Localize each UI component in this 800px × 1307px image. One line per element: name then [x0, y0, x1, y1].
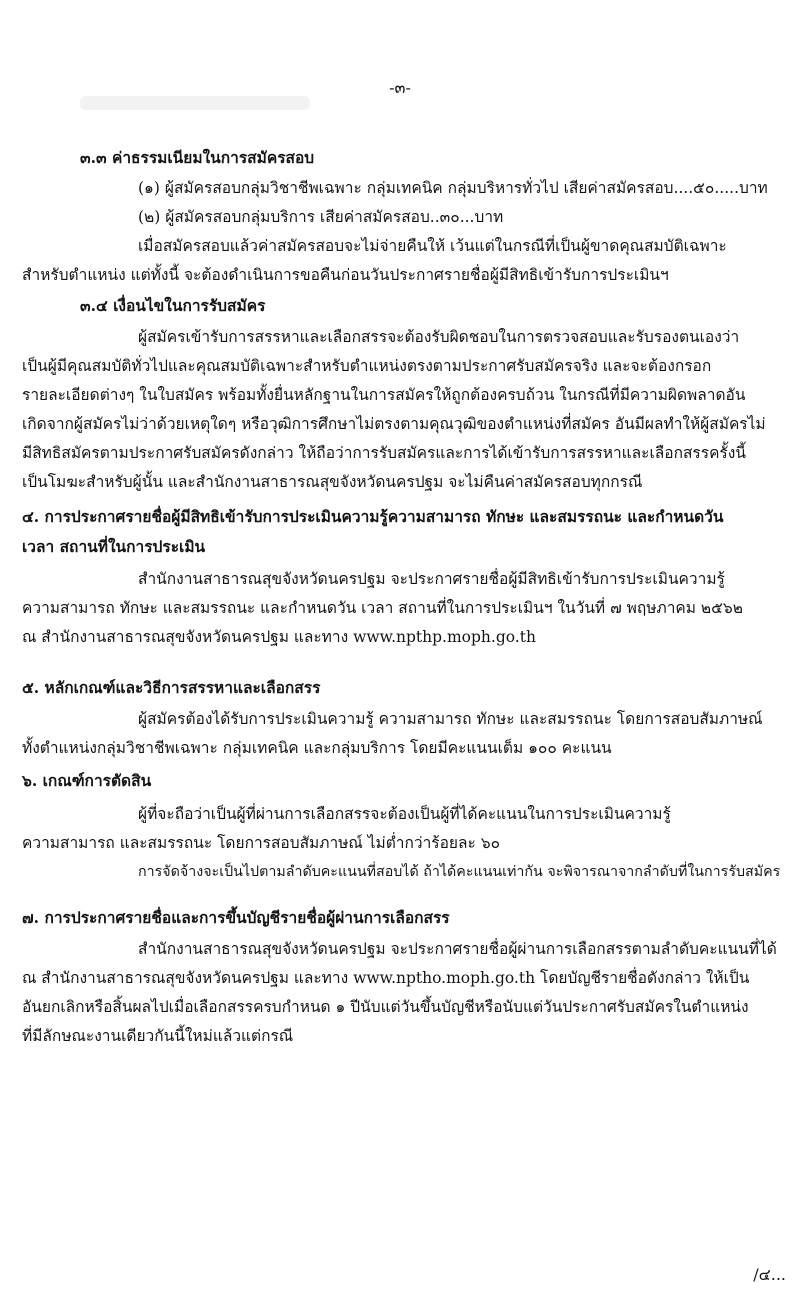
paragraph-line: ณ สำนักงานสาธารณสุขจังหวัดนครปฐม และทาง www.npthp.moph.go.th — [22, 628, 536, 646]
paragraph-line: เป็นโมฆะสำหรับผู้นั้น และสำนักงานสาธารณสุขจังหวัดนครปฐม จะไม่คืนค่าสมัครสอบทุกกรณี — [22, 473, 643, 491]
paragraph-line: ความสามารถ ทักษะ และสมรรถนะ และกำหนดวัน เวลา สถานที่ในการประเมินฯ ในวันที่ ๗ พฤษภาคม ๒๕๖๒ — [22, 599, 743, 617]
paragraph-line: สำหรับตำแหน่ง แต่ทั้งนี้ จะต้องดำเนินการขอคืนก่อนวันประกาศรายชื่อผู้มีสิทธิเข้ารับการประเมินฯ — [22, 266, 669, 284]
paragraph-line: มีสิทธิสมัครตามประกาศรับสมัครดังกล่าว ให้ถือว่าการรับสมัครและการได้เข้ารับการสรรหาและเลือกสรรครั้งนี้ — [22, 444, 746, 462]
section-3-3-heading: ๓.๓ ค่าธรรมเนียมในการสมัครสอบ — [80, 148, 315, 167]
paragraph-line: สำนักงานสาธารณสุขจังหวัดนครปฐม จะประกาศรายชื่อผู้มีสิทธิเข้ารับการประเมินความรู้ — [138, 570, 725, 588]
paragraph-line: สำนักงานสาธารณสุขจังหวัดนครปฐม จะประกาศรายชื่อผู้ผ่านการเลือกสรรตามลำดับคะแนนที่ได้ — [138, 940, 777, 958]
fee-item-2: (๒) ผู้สมัครสอบกลุ่มบริการ เสียค่าสมัครสอบ..๓๐...บาท — [138, 208, 504, 226]
paragraph-line: อันยกเลิกหรือสิ้นผลไปเมื่อเลือกสรรครบกำหนด ๑ ปีนับแต่วันขึ้นบัญชีหรือนับแต่วันประกาศรับสมัครในตำแหน่ง — [22, 998, 749, 1016]
paragraph-line: เมื่อสมัครสอบแล้วค่าสมัครสอบจะไม่จ่ายคืนให้ เว้นแต่ในกรณีที่เป็นผู้ขาดคุณสมบัติเฉพาะ — [138, 237, 727, 255]
fee-item-1: (๑) ผู้สมัครสอบกลุ่มวิชาชีพเฉพาะ กลุ่มเทคนิค กลุ่มบริหารทั่วไป เสียค่าสมัครสอบ....๕๐.....บาท — [138, 179, 768, 197]
paragraph-line: ผู้สมัครเข้ารับการสรรหาและเลือกสรรจะต้องรับผิดชอบในการตรวจสอบและรับรองตนเองว่า — [138, 328, 740, 346]
paragraph-line: เป็นผู้มีคุณสมบัติทั่วไปและคุณสมบัติเฉพาะสำหรับตำแหน่งตรงตามประกาศรับสมัครจริง และจะต้องกรอก — [22, 357, 712, 375]
section-5-heading: ๕. หลักเกณฑ์และวิธีการสรรหาและเลือกสรร — [22, 678, 321, 697]
section-6-heading: ๖. เกณฑ์การตัดสิน — [22, 771, 152, 790]
paragraph-line: เกิดจากผู้สมัครไม่ว่าด้วยเหตุใดๆ หรือวุฒิการศึกษาไม่ตรงตามคุณวุฒิของตำแหน่งที่สมัคร อันมีผลทำให้ผู้สมัครไม่ — [22, 415, 766, 433]
paragraph-line: ผู้สมัครต้องได้รับการประเมินความรู้ ความสามารถ ทักษะ และสมรรถนะ โดยการสอบสัมภาษณ์ — [138, 710, 763, 728]
paragraph-line: การจัดจ้างจะเป็นไปตามลำดับคะแนนที่สอบได้ ถ้าได้คะแนนเท่ากัน จะพิจารณาจากลำดับที่ในการรับสมัคร — [138, 864, 781, 880]
paragraph-line: ที่มีลักษณะงานเดียวกันนี้ใหม่แล้วแต่กรณี — [22, 1027, 294, 1045]
section-3-4-heading: ๓.๔ เงื่อนไขในการรับสมัคร — [80, 296, 266, 315]
section-7-heading: ๗. การประกาศรายชื่อและการขึ้นบัญชีรายชื่อผู้ผ่านการเลือกสรร — [22, 908, 450, 927]
section-4-heading-cont: เวลา สถานที่ในการประเมิน — [22, 537, 206, 556]
paragraph-line: รายละเอียดต่างๆ ในใบสมัคร พร้อมทั้งยื่นหลักฐานในการสมัครให้ถูกต้องครบถ้วน ในกรณีที่มีความผิดพลาดอัน — [22, 386, 746, 404]
paragraph-line: ณ สำนักงานสาธารณสุขจังหวัดนครปฐม และทาง www.nptho.moph.go.th โดยบัญชีรายชื่อดังกล่าว ให้เป็น — [22, 969, 750, 987]
paragraph-line: ความสามารถ และสมรรถนะ โดยการสอบสัมภาษณ์ ไม่ต่ำกว่าร้อยละ ๖๐ — [22, 834, 501, 852]
continued-page-marker: /๔... — [753, 1265, 786, 1284]
section-4-heading: ๔. การประกาศรายชื่อผู้มีสิทธิเข้ารับการประเมินความรู้ความสามารถ ทักษะ และสมรรถนะ และกำหนดวัน — [22, 507, 724, 526]
paragraph-line: ทั้งตำแหน่งกลุ่มวิชาชีพเฉพาะ กลุ่มเทคนิค และกลุ่มบริการ โดยมีคะแนนเต็ม ๑๐๐ คะแนน — [22, 739, 612, 757]
paragraph-line: ผู้ที่จะถือว่าเป็นผู้ที่ผ่านการเลือกสรรจะต้องเป็นผู้ที่ได้คะแนนในการประเมินความรู้ — [138, 805, 671, 823]
page-number: -๓- — [389, 78, 411, 97]
